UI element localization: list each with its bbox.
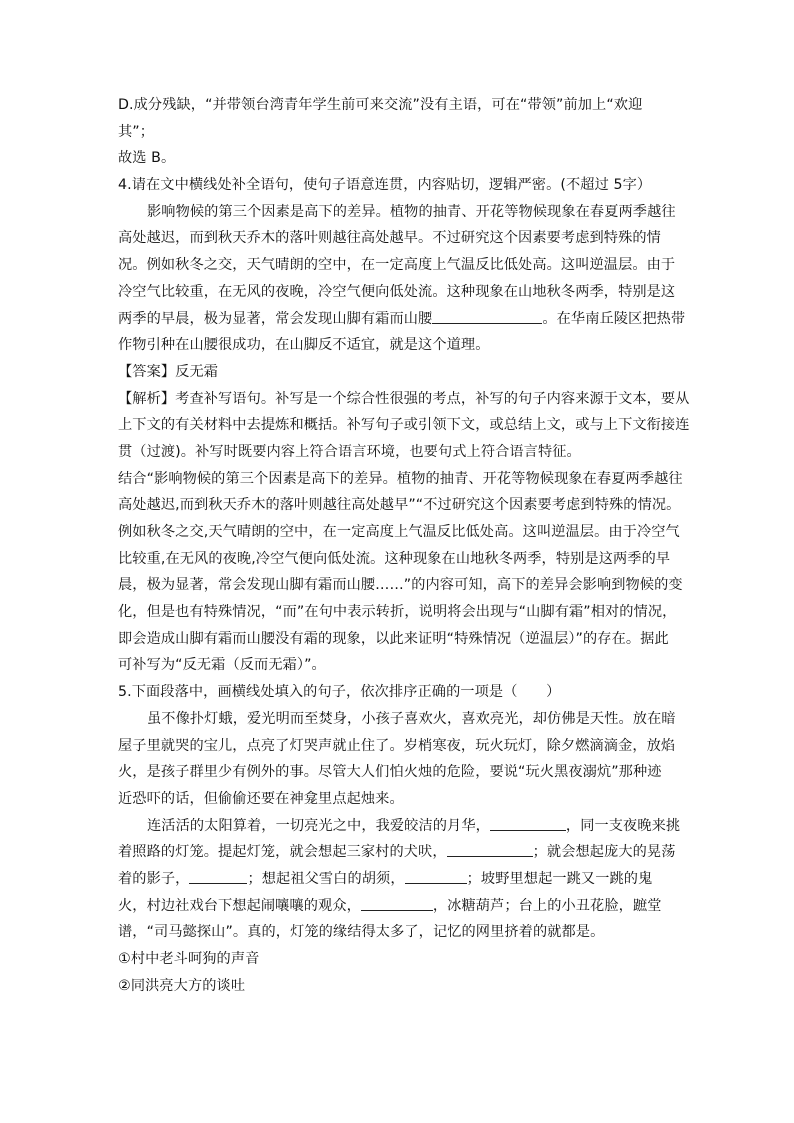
option-item: ①村中老斗呵狗的声音 bbox=[118, 951, 260, 967]
analysis-line: 晨，极为显著，常会发现山脚有霜而山腰……”的内容可知，高下的差异会影响到物候的变 bbox=[118, 577, 683, 594]
passage-segment: 着照路的灯笼。提起灯笼，就会想起三家村的犬吠， bbox=[118, 844, 447, 861]
passage-line: 屋子里就哭的宝儿，点亮了灯哭声就止住了。岁梢寒夜，玩火玩灯，除夕燃滴滴金，放焰 bbox=[118, 737, 676, 754]
option-item: ②同洪亮大方的谈吐 bbox=[118, 977, 246, 994]
passage-segment: ，冰糖葫芦；台上的小丑花脸，蹠堂 bbox=[432, 897, 662, 914]
analysis-line: 上下文的有关材料中去提炼和概括。补写句子或引领下文，或总结上文，或与上下文衔接连 bbox=[118, 417, 690, 434]
passage-line bbox=[118, 866, 680, 893]
passage-line: 况。例如秋冬之交，天气晴朗的空中，在一定高度上气温反比低处高。这叫逆温层。由于 bbox=[118, 257, 676, 274]
passage-line bbox=[118, 839, 680, 866]
text-line: 故选 B。 bbox=[118, 150, 176, 167]
passage-segment: 火，村边社戏台下想起闹嚷嚷的观众， bbox=[118, 897, 361, 914]
passage-segment: 。在华南丘陵区把热带 bbox=[542, 310, 686, 327]
passage-line: 作物引种在山腰很成功，在山脚反不适宜，就是这个道理。 bbox=[118, 337, 490, 354]
passage-line: 冷空气比较重，在无风的夜晚，冷空气便向低处流。这种现象在山地秋冬两季，特别是这 bbox=[118, 283, 676, 300]
passage-line: 虽不像扑灯蛾，爱光明而至焚身，小孩子喜欢火，喜欢亮光，却仿佛是天性。放在暗 bbox=[147, 710, 676, 727]
passage-segment: ；坡野里想起一跳又一跳的鬼 bbox=[466, 870, 653, 887]
passage-line: 影响物候的第三个因素是高下的差异。植物的抽青、开花等物候现象在春夏两季越往 bbox=[147, 203, 676, 220]
question-5-prompt: 5.下面段落中，画横线处填入的句子，依次排序正确的一项是（ ） bbox=[118, 684, 561, 701]
fill-blank-line bbox=[447, 841, 533, 857]
fill-blank-line bbox=[405, 868, 467, 884]
fill-blank-line bbox=[361, 895, 433, 911]
passage-segment: 连活活的太阳算着，一切亮光之中，我爱皎洁的月华， bbox=[147, 817, 490, 834]
passage-line bbox=[118, 893, 680, 920]
analysis-line: 可补写为“反无霜（反而无霜）”。 bbox=[118, 657, 326, 674]
passage-line bbox=[118, 813, 680, 840]
passage-segment: 两季的早晨，极为显著，常会发现山脚有霜而山腰 bbox=[118, 310, 433, 327]
passage-line: 火，是孩子群里少有例外的事。尽管大人们怕火烛的危险，要说“玩火黑夜溺炕”那种迹 bbox=[118, 764, 662, 781]
text-line: 其”； bbox=[118, 123, 155, 140]
document-page bbox=[118, 92, 690, 999]
analysis-line: 即会造成山脚有霜而山腰没有霜的现象，以此来证明“特殊情况（逆温层）”的存在。据此 bbox=[118, 630, 669, 647]
text-line: D.成分残缺，“并带领台湾青年学生前可来交流”没有主语，可在“带领”前加上“欢迎 bbox=[118, 97, 643, 113]
analysis-line: 化，但是也有特殊情况，“而”在句中表示转折，说明将会出现与“山脚有霜”相对的情况， bbox=[118, 604, 677, 621]
answer-line: 【答案】反无霜 bbox=[118, 363, 219, 380]
passage-line: 近恐吓的话，但偷偷还要在神龛里点起烛来。 bbox=[118, 790, 404, 807]
passage-segment: ，同一支夜晚来挑 bbox=[565, 817, 681, 834]
question-4-prompt: 4.请在文中横线处补全语句，使句子语意连贯，内容贴切，逻辑严密。(不超过 5字） bbox=[118, 177, 652, 194]
analysis-line: 例如秋冬之交,天气晴朗的空中，在一定高度上气温反比低处高。这叫逆温层。由于冷空气 bbox=[118, 524, 680, 540]
passage-line: 谱，“司马懿探山”。真的，灯笼的缘结得太多了，记忆的网里挤着的就都是。 bbox=[118, 924, 605, 941]
analysis-line: 贯（过渡)。补写时既要内容上符合语言环境，也要句式上符合语言特征。 bbox=[118, 443, 581, 460]
analysis-line: 【解析】考查补写语句。补写是一个综合性很强的考点，补写的句子内容来源于文本，要从 bbox=[118, 390, 690, 407]
fill-blank-line bbox=[432, 308, 542, 324]
passage-segment: ；就会想起庞大的晃荡 bbox=[532, 844, 676, 861]
analysis-line: 结合“影响物候的第三个因素是高下的差异。植物的抽青、开花等物候现象在春夏两季越往 bbox=[118, 470, 683, 487]
passage-line bbox=[118, 306, 686, 333]
fill-blank-line bbox=[189, 868, 247, 884]
passage-segment: 着的影子， bbox=[118, 870, 190, 887]
fill-blank-line bbox=[490, 815, 566, 831]
analysis-line: 高处越迟,而到秋天乔木的落叶则越往高处越早”“不过研究这个因素要考虑到特殊的情况。 bbox=[118, 497, 681, 514]
passage-segment: ；想起祖父雪白的胡须， bbox=[247, 870, 405, 887]
passage-line: 高处越迟，而到秋天乔木的落叶则越往高处越早。不过研究这个因素要考虑到特殊的情 bbox=[118, 230, 661, 247]
analysis-line: 比较重,在无风的夜晚,冷空气便向低处流。这种现象在山地秋冬两季，特别是这两季的早 bbox=[118, 550, 671, 567]
